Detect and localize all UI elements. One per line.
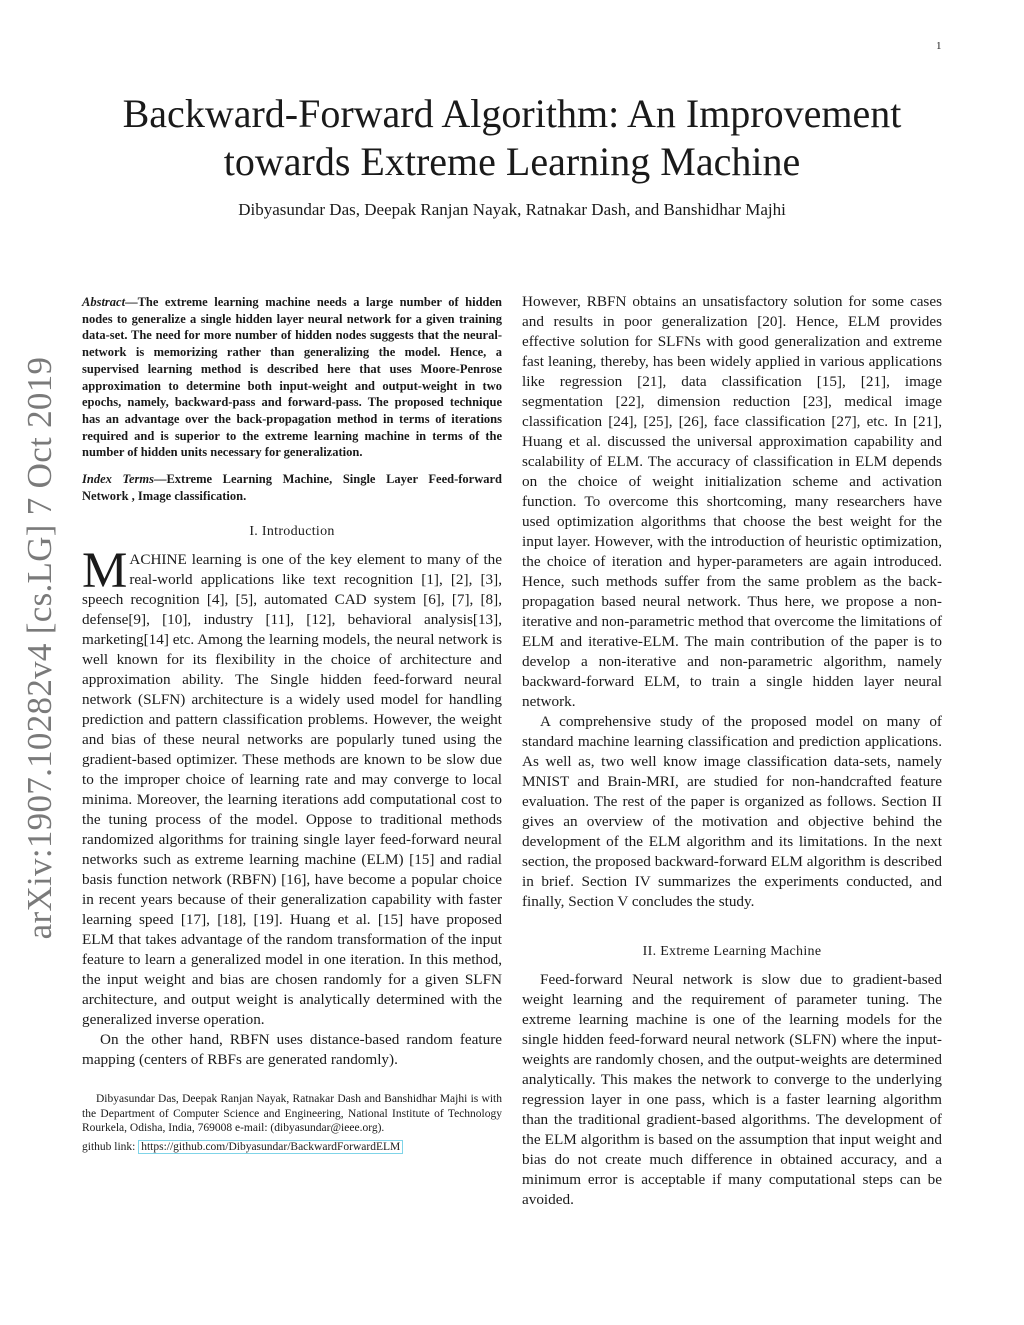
abstract (82, 294, 502, 461)
title-line-2: towards Extreme Learning Machine (223, 139, 801, 184)
abstract-text: —The extreme learning machine needs a large number of hidden nodes to generalize a single hidden layer neural network for a given training data-set. The need for more number of hidden nodes suggests that the neural-network is memorizing rather than generalizing the model. Hence, a supervised learning method is described here that uses Moore-Penrose approximation to determine both input-weight and output-weight in two epochs, namely, backward-pass and forward-pass. The proposed technique has an advantage over the back-propagation method in terms of iterations required and is superior to the extreme learning machine in terms of the number of hidden units necessary for generalization. (82, 295, 502, 460)
elm-paragraph-1: Feed-forward Neural network is slow due to gradient-based weight learning and the requirement of parameter tuning. The extreme learning machine is one of the learning models for the single hidden feed-forward neural network (SLFN) where the input-weights are randomly chosen, and the output-weights are determined analytically. This makes the network to converge to the underlying regression layer in one pass, which is a faster learning algorithm than the traditional gradient-based algorithms. The development of the ELM algorithm is based on the assumption that input weight and bias do not create much difference in obtained accuracy, and a minimum error is acceptable if many computational steps can be avoided. (522, 971, 942, 1208)
author-footnote: Dibyasundar Das, Deepak Ranjan Nayak, Ratnakar Dash and Banshidhar Majhi is with the Department of Computer Science and Engineering, National Institute of Technology Rourkela, Odisha, India, 769008 e-mail: (dibyasundar@ieee.org). (82, 1093, 502, 1135)
title-line-1: Backward-Forward Algorithm: An Improvement (122, 91, 902, 136)
left-column (82, 292, 502, 1154)
section-heading-elm: II. Extreme Learning Machine (642, 944, 822, 959)
index-terms-label: Index Terms (82, 472, 154, 487)
intro-paragraph-1-text: ACHINE learning is one of the key element to many of the real-world applications like text recognition [1], [2], [3], speech recognition [4], [5], automated CAD system [6], [7], [8], defense[9], [10], industry [11], [12], behavioral analysis[13], marketing[14] etc. Among the learning models, the neural network is well known for its flexibility in the choice of architecture and approximation ability. The Single hidden feed-forward neural network (SLFN) architecture is a widely used model for handling prediction and pattern classification problems. However, the weight and bias of these neural networks are popularly tuned using the gradient-based optimizer. These methods are known to be slow due to the improper choice of learning rate and may converge to local minima. Moreover, the learning iterations add computational cost to the tuning process of the model. Oppose to traditional methods randomized algorithms for training single layer feed-forward neural networks such as extreme learning machine (ELM) [15] and radial basis function network (RBFN) [16], have become a popular choice in recent years because of their generalization capability with faster learning speed [17], [18], [19]. Huang et al. [15] have proposed ELM that takes advantage of the random transformation of the input feature to learn a generalized model in one iteration. In this method, the input weight and bias are chosen randomly for a given SLFN architecture, and output weight is analytically determined with the generalized inverse operation. (82, 551, 502, 1029)
intro-paragraph-2: On the other hand, RBFN uses distance-based random feature mapping (centers of RBFs are generated randomly). (82, 1031, 502, 1069)
arxiv-identifier: arXiv:1907.10282v4 [cs.LG] 7 Oct 2019 (20, 356, 59, 940)
section-heading-introduction: I. Introduction (249, 524, 335, 540)
intro-paragraph-3: However, RBFN obtains an unsatisfactory solution for some cases and results in poor generalization [20]. Hence, ELM provides effective solution for SLFNs with good generalization and extreme fast leaning, thereby, has been widely applied in various applications like regression [21], data classification [15], [21], image segmentation [22], dimension reduction [23], medical image classification [24], [25], [26], face classification [27], etc. In [21], Huang et al. discussed the universal approximation capability and scalability of ELM. The accuracy of classification in ELM depends on the choice of weight initialization scheme and activation function. To overcome this shortcoming, many researchers have used optimization algorithms that choose the best weight for the input layer. However, with the introduction of heuristic optimization, the choice of iteration and hyper-parameters are again introduced. Hence, such methods suffer from the same problem as the back-propagation based neural network. Thus here, we propose a non-iterative and non-parametric method that overcome the limitations of ELM and iterative-ELM. The main contribution of the paper is to develop a non-iterative and non-parametric algorithm, namely backward-forward ELM, to train a single hidden layer neural network. (522, 293, 942, 710)
page-number: 1 (936, 40, 942, 52)
title-block (60, 90, 964, 220)
intro-paragraph-4: A comprehensive study of the proposed model on many of standard machine learning classification and prediction applications. As well as, two well know image classification data-sets, namely MNIST and Brain-MRI, are studied for non-handcrafted feature evaluation. The rest of the paper is organized as follows. Section II gives an overview of the motivation and objective behind the development of the ELM algorithm and its limitations. In the next section, the proposed backward-forward ELM algorithm is described in brief. Section IV summarizes the experiments conducted, and finally, Section V concludes the study. (522, 713, 942, 910)
author-list: Dibyasundar Das, Deepak Ranjan Nayak, Ratnakar Dash, and Banshidhar Majhi (238, 200, 786, 219)
github-line (82, 1140, 502, 1155)
index-terms (82, 471, 502, 504)
drop-cap: M (82, 543, 128, 600)
right-column (522, 292, 942, 1210)
github-label: github link: (82, 1140, 139, 1153)
index-terms-text: —Extreme Learning Machine, Single Layer Feed-forward Network , Image classification. (82, 472, 502, 503)
abstract-label: Abstract (82, 295, 126, 309)
github-link[interactable]: https://github.com/Dibyasundar/BackwardForwardELM (138, 1140, 403, 1154)
intro-paragraph-1 (82, 543, 502, 1030)
paper-title (60, 90, 964, 186)
